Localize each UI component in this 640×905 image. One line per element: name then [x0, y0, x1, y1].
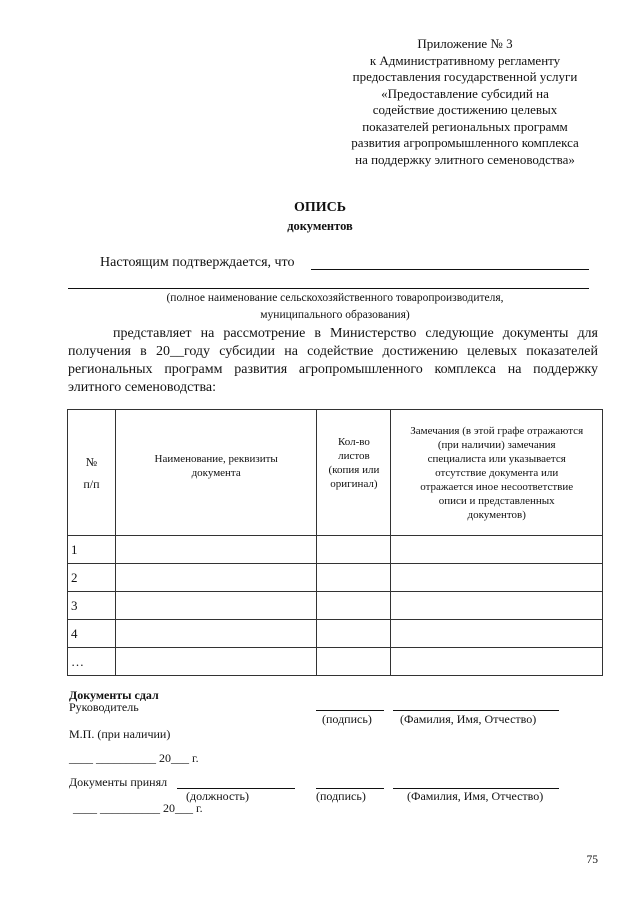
- row-cell: [317, 592, 391, 620]
- row-cell: [115, 592, 317, 620]
- row-number: …: [68, 648, 116, 676]
- row-cell: [391, 620, 603, 648]
- row-cell: [317, 648, 391, 676]
- row-cell: [317, 536, 391, 564]
- header-name-text: Наименование, реквизиты документа: [154, 452, 278, 479]
- page-number: 75: [586, 854, 598, 866]
- header-count-text: Кол-во листов (копия или оригинал): [328, 435, 380, 490]
- appendix-line: развития агропромышленного комплекса: [351, 135, 579, 150]
- fio-line: [393, 710, 559, 711]
- paragraph-text: представляет на рассмотрение в Министерство следующие документы для получения в 20__году субсидии на содействие достижению целевых показателей региональных программ развития агропромышленного комплекса на поддержку элитного семеноводства:: [68, 326, 598, 395]
- row-cell: [391, 564, 603, 592]
- fill-line: [311, 269, 589, 270]
- document-subtitle: документов: [287, 219, 353, 233]
- stamp-label: М.П. (при наличии): [69, 727, 171, 741]
- signature-line: [316, 710, 384, 711]
- row-cell: [317, 564, 391, 592]
- header-num: [68, 410, 116, 536]
- note-line: (полное наименование сельскохозяйственного товаропроизводителя,: [166, 292, 504, 304]
- appendix-line: предоставления государственной услуги: [352, 69, 578, 84]
- accepted-label: Документы принял: [69, 775, 168, 789]
- appendix-line: Приложение № 3: [417, 36, 513, 51]
- row-number: 3: [68, 592, 116, 620]
- appendix-line: содействие достижению целевых: [372, 102, 558, 117]
- signature-caption: (подпись): [322, 712, 372, 726]
- row-cell: [391, 648, 603, 676]
- row-number: 4: [68, 620, 116, 648]
- row-number: 1: [68, 536, 116, 564]
- table-row: [68, 648, 603, 676]
- table-header-row: [68, 410, 603, 536]
- table-row: [68, 620, 603, 648]
- date-line: ____ __________ 20___ г.: [73, 801, 203, 815]
- table-row: [68, 592, 603, 620]
- table-row: [68, 564, 603, 592]
- document-title: ОПИСЬ: [293, 200, 347, 215]
- row-cell: [115, 564, 317, 592]
- row-cell: [317, 620, 391, 648]
- confirm-text: Настоящим подтверждается, что: [100, 255, 295, 270]
- appendix-line: показателей региональных программ: [362, 118, 568, 134]
- header-count: [317, 410, 391, 536]
- note-line: муниципального образования): [260, 309, 410, 321]
- appendix-line: на поддержку элитного семеноводства»: [355, 151, 575, 167]
- submitted-label: Документы сдал: [69, 688, 159, 702]
- appendix-header: [330, 36, 600, 168]
- row-cell: [115, 648, 317, 676]
- appendix-line: «Предоставление субсидий на: [381, 85, 549, 101]
- row-cell: [391, 592, 603, 620]
- date-line: ____ __________ 20___ г.: [69, 751, 199, 765]
- signature-caption: (подпись): [316, 789, 366, 803]
- row-cell: [115, 620, 317, 648]
- fio-caption: (Фамилия, Имя, Отчество): [400, 712, 537, 726]
- appendix-line: к Административному регламенту: [369, 52, 561, 68]
- documents-table: [67, 409, 603, 676]
- header-remarks-text: Замечания (в этой графе отражаются (при наличии) замечания специалиста или указывается отсутствие документа или отражается иное несоответствие описи и представленных документов): [410, 424, 584, 521]
- header-remarks: [391, 410, 603, 536]
- row-cell: [391, 536, 603, 564]
- position-caption: (должность): [186, 789, 249, 803]
- fio-caption: (Фамилия, Имя, Отчество): [407, 789, 544, 803]
- table-row: [68, 536, 603, 564]
- row-cell: [115, 536, 317, 564]
- header-num-text: № п/п: [83, 454, 100, 491]
- fill-line: [68, 288, 589, 289]
- main-paragraph: [68, 325, 598, 397]
- row-number: 2: [68, 564, 116, 592]
- header-name: [115, 410, 317, 536]
- head-label: Руководитель: [69, 700, 139, 714]
